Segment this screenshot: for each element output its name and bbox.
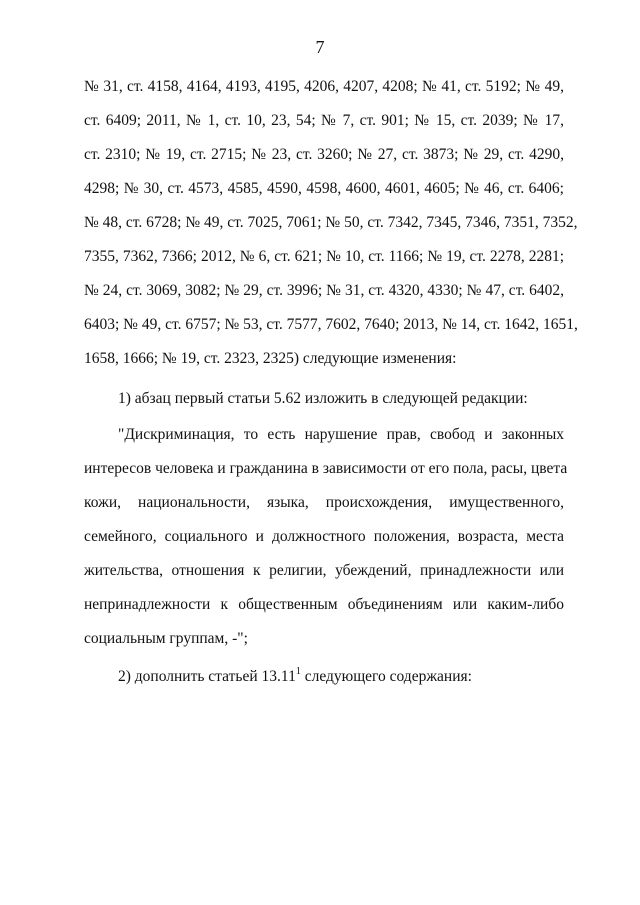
quote-line: семейного, социального и должностного положения, возраста, места xyxy=(84,528,564,545)
quote-line: жительства, отношения к религии, убеждений, принадлежности или xyxy=(84,562,564,579)
quote-line: непринадлежности к общественным объединениям или каким-либо xyxy=(84,596,564,613)
item-2-superscript: 1 xyxy=(295,666,301,677)
quote-line: социальным группам, -"; xyxy=(84,630,248,647)
paragraph-line: № 31, ст. 4158, 4164, 4193, 4195, 4206, 4207, 4208; № 41, ст. 5192; № 49, xyxy=(84,78,564,95)
item-2-after: следующего содержания: xyxy=(300,668,472,685)
page-number: 7 xyxy=(315,37,325,57)
quote-line: интересов человека и гражданина в зависимости от его пола, расы, цвета xyxy=(84,460,568,477)
paragraph-line: ст. 2310; № 19, ст. 2715; № 23, ст. 3260; № 27, ст. 3873; № 29, ст. 4290, xyxy=(84,146,564,163)
quote-paragraph xyxy=(84,418,568,656)
paragraph-line: № 24, ст. 3069, 3082; № 29, ст. 3996; № 31, ст. 4320, 4330; № 47, ст. 6402, xyxy=(84,282,564,299)
paragraph-line: 4298; № 30, ст. 4573, 4585, 4590, 4598, 4600, 4601, 4605; № 46, ст. 6406; xyxy=(84,180,564,197)
paragraph-line: 7355, 7362, 7366; 2012, № 6, ст. 621; № 10, ст. 1166; № 19, ст. 2278, 2281; xyxy=(84,248,564,265)
item-2-before: 2) дополнить статьей 13.11 xyxy=(118,668,296,685)
quote-line: кожи, национальности, языка, происхождения, имущественного, xyxy=(84,494,564,511)
paragraph-line: ст. 6409; 2011, № 1, ст. 10, 23, 54; № 7, ст. 901; № 15, ст. 2039; № 17, xyxy=(84,112,564,129)
item-2-text xyxy=(84,660,564,694)
paragraph-line: 1658, 1666; № 19, ст. 2323, 2325) следующие изменения: xyxy=(84,350,457,367)
paragraph-line: 6403; № 49, ст. 6757; № 53, ст. 7577, 7602, 7640; 2013, № 14, ст. 1642, 1651, xyxy=(84,316,578,333)
item-1-text: 1) абзац первый статьи 5.62 изложить в следующей редакции: xyxy=(118,390,528,407)
quote-line: "Дискриминация, то есть нарушение прав, свобод и законных xyxy=(118,426,564,443)
item-2-paragraph xyxy=(84,660,564,694)
references-paragraph xyxy=(84,70,578,376)
item-1-paragraph xyxy=(84,382,564,416)
paragraph-line: № 48, ст. 6728; № 49, ст. 7025, 7061; № 50, ст. 7342, 7345, 7346, 7351, 7352, xyxy=(84,214,578,231)
